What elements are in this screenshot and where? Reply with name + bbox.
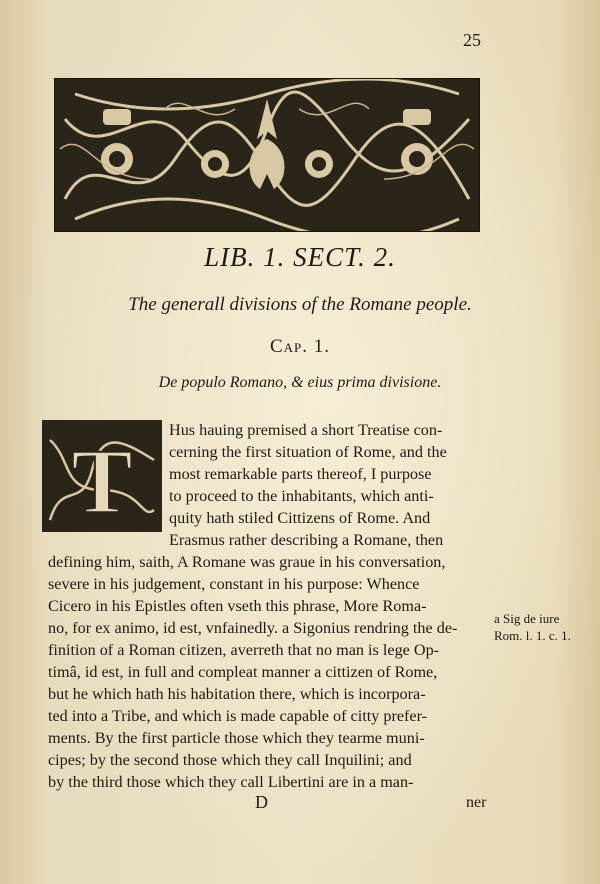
chapter-subtitle: De populo Romano, & eius prima divisione. [158, 374, 442, 391]
decorated-initial-letter [42, 420, 162, 532]
text-line: finition of a Roman citizen, averreth that no man is lege Op- [48, 641, 440, 659]
text-line: timâ, id est, in full and compleat manner a cittizen of Rome, [48, 663, 438, 681]
page-number: 25 [463, 30, 481, 50]
text-line: ments. By the first particle those which they tearme muni- [48, 729, 425, 747]
text-line: cipes; by the second those which they call Inquilini; and [48, 751, 412, 769]
text-line: Cicero in his Epistles often vseth this phrase, More Roma- [48, 597, 427, 615]
text-line: defining him, saith, A Romane was graue in his conversation, [48, 553, 446, 571]
margin-note: a Sig de iure [494, 611, 560, 626]
margin-note: Rom. l. 1. c. 1. [494, 628, 571, 643]
dropcap-letter: T [71, 430, 133, 532]
text-line: by the third those which they call Libertini are in a man- [48, 773, 414, 791]
text-line: most remarkable parts thereof, I purpose [169, 465, 432, 483]
text-line: to proceed to the inhabitants, which anti- [169, 487, 434, 505]
text-line: but he which hath his habitation there, which is incorpora- [48, 685, 426, 703]
signature-mark: D [255, 792, 268, 812]
text-line: cerning the first situation of Rome, and the [169, 443, 447, 461]
section-title: The generall divisions of the Romane people. [128, 294, 472, 315]
text-line: severe in his judgement, constant in his purpose: Whence [48, 575, 420, 593]
ornamental-headpiece [54, 78, 480, 232]
text-line: ted into a Tribe, and which is made capable of citty prefer- [48, 707, 428, 725]
headpiece-ornament-image [55, 79, 479, 231]
text-line: no, for ex animo, id est, vnfainedly. a Sigonius rendring the de- [48, 619, 458, 637]
chapter-heading: Cap. 1. [269, 336, 331, 357]
book-section-heading: LIB. 1. SECT. 2. [204, 242, 396, 272]
catchword: ner [466, 794, 487, 811]
text-line: Erasmus rather describing a Romane, then [169, 531, 444, 549]
text-line: Hus hauing premised a short Treatise con- [169, 421, 443, 439]
text-line: quity hath stiled Cittizens of Rome. And [169, 509, 431, 527]
